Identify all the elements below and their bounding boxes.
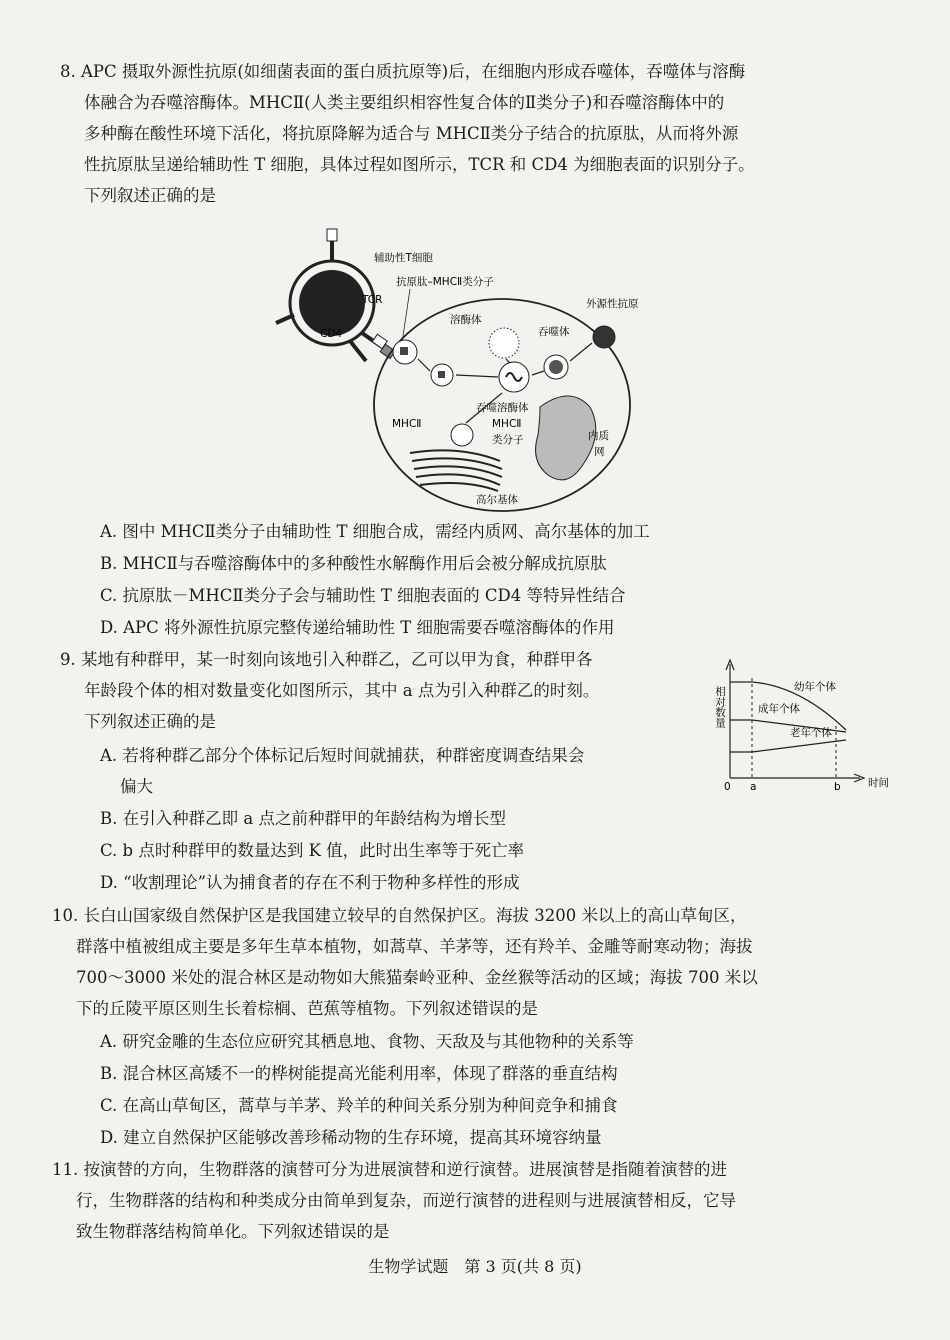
endoplasmic-reticulum	[536, 396, 596, 480]
origin-label: 0	[724, 781, 731, 793]
q11-line: 致生物群落结构简单化。下列叙述错误的是	[76, 1222, 390, 1241]
apc-diagram	[270, 225, 670, 515]
q10-option-b[interactable]: B. 混合林区高矮不一的桦树能提高光能利用率，体现了群落的垂直结构	[100, 1064, 618, 1083]
arrow-antigen-to-phagosome	[570, 343, 592, 361]
y-axis-label: 相对数量	[714, 686, 726, 728]
cd4-stalk	[350, 341, 366, 361]
label-er-2: 网	[594, 446, 605, 458]
series-old	[730, 740, 846, 752]
exo-antigen	[593, 326, 615, 348]
q9-line: 9. 某地有种群甲，某一时刻向该地引入种群乙，乙可以甲为食，种群甲各	[60, 650, 593, 669]
q9-line: 年龄段个体的相对数量变化如图所示，其中 a 点为引入种群乙的时刻。	[84, 681, 600, 700]
label-er-1: 内质	[588, 430, 609, 442]
q11-line: 行，生物群落的结构和种类成分由简单到复杂，而逆行演替的进程则与进展演替相反，它导	[76, 1191, 736, 1210]
q9-option-b[interactable]: B. 在引入种群乙即 a 点之前种群甲的年龄结构为增长型	[100, 809, 506, 828]
q8-line: 体融合为吞噬溶酶体。MHCⅡ(人类主要组织相容性复合体的Ⅱ类分子)和吞噬溶酶体中的	[84, 93, 725, 112]
q8-line: 性抗原肽呈递给辅助性 T 细胞，具体过程如图所示，TCR 和 CD4 为细胞表面的识别分子。	[84, 155, 755, 174]
q10-option-c[interactable]: C. 在高山草甸区，蒿草与羊茅、羚羊的种间关系分别为种间竞争和捕食	[100, 1096, 618, 1115]
age-structure-chart	[700, 656, 890, 796]
q8-line: 下列叙述正确的是	[84, 186, 216, 205]
page-footer: 生物学试题 第 3 页(共 8 页)	[368, 1257, 582, 1276]
vesicle-mid-mark	[438, 371, 445, 378]
label-golgi: 高尔基体	[476, 494, 518, 506]
label-helper-t: 辅助性T细胞	[374, 252, 433, 264]
q8-option-b[interactable]: B. MHCⅡ与吞噬溶酶体中的多种酸性水解酶作用后会被分解成抗原肽	[100, 554, 607, 573]
arrow-phagolysosome-to-vesicle	[456, 375, 498, 377]
mhc2-vesicle	[451, 424, 473, 446]
q9-line: 下列叙述正确的是	[84, 712, 216, 731]
q10-line: 下的丘陵平原区则生长着棕榈、芭蕉等植物。下列叙述错误的是	[76, 999, 538, 1018]
label-mhc2-mol-2: 类分子	[492, 434, 524, 446]
q8-line: 8. APC 摄取外源性抗原(如细菌表面的蛋白质抗原等)后，在细胞内形成吞噬体，吞噬体与溶酶	[60, 62, 746, 81]
q9-option-c[interactable]: C. b 点时种群甲的数量达到 K 值，此时出生率等于死亡率	[100, 841, 525, 860]
label-lysosome: 溶酶体	[450, 314, 482, 326]
q9-option-d[interactable]: D. “收割理论”认为捕食者的存在不利于物种多样性的形成	[100, 873, 520, 892]
golgi-apparatus	[410, 450, 502, 491]
lysosome	[489, 328, 519, 358]
tick-a: a	[750, 781, 757, 793]
q9-option-a[interactable]: A. 若将种群乙部分个体标记后短时间就捕获，种群密度调查结果会	[100, 746, 585, 765]
q10-option-d[interactable]: D. 建立自然保护区能够改善珍稀动物的生存环境，提高其环境容纳量	[100, 1128, 602, 1147]
x-axis-label: 时间	[868, 777, 889, 789]
question-10	[52, 900, 882, 1024]
arrow-phagosome-to-phagolysosome	[532, 371, 544, 375]
q9-option-a-cont: 偏大	[120, 777, 153, 796]
q10-line: 700～3000 米处的混合林区是动物如大熊猫秦岭亚种、金丝猴等活动的区域；海拔 700 米以	[76, 968, 758, 987]
receptor-top-head	[327, 229, 337, 241]
phagosome-content	[549, 360, 563, 374]
legend-adult: 成年个体	[758, 703, 800, 715]
label-exo-antigen: 外源性抗原	[586, 298, 639, 310]
label-phagolysosome: 吞噬溶酶体	[476, 402, 529, 414]
label-mhc2-mol-1: MHCⅡ	[492, 418, 522, 430]
q11-line: 11. 按演替的方向，生物群落的演替可分为进展演替和逆行演替。进展演替是指随着演替的进	[52, 1160, 727, 1179]
q10-line: 10. 长白山国家级自然保护区是我国建立较早的自然保护区。海拔 3200 米以上的高山草甸区，	[52, 906, 747, 925]
vesicle-left-mark	[400, 347, 408, 355]
helper-t-nucleus	[299, 270, 365, 336]
legend-old: 老年个体	[790, 727, 832, 739]
label-cd4: CD4	[320, 328, 343, 340]
q10-option-a[interactable]: A. 研究金雕的生态位应研究其栖息地、食物、天敌及与其他物种的关系等	[100, 1032, 634, 1051]
arrow-vesicle-to-surface	[418, 359, 430, 371]
q10-line: 群落中植被组成主要是多年生草本植物，如蒿草、羊茅等，还有羚羊、金雕等耐寒动物；海拔	[76, 937, 753, 956]
question-11	[52, 1154, 882, 1247]
label-peptide-mhc: 抗原肽–MHCⅡ类分子	[396, 276, 494, 288]
q8-option-c[interactable]: C. 抗原肽－MHCⅡ类分子会与辅助性 T 细胞表面的 CD4 等特异性结合	[100, 586, 626, 605]
question-9	[60, 644, 700, 737]
label-phagosome: 吞噬体	[538, 326, 570, 338]
receptor-left	[276, 315, 294, 323]
label-tcr: TCR	[362, 294, 383, 306]
arrow-lysosome-to-phagolysosome	[506, 359, 510, 363]
q8-option-d[interactable]: D. APC 将外源性抗原完整传递给辅助性 T 细胞需要吞噬溶酶体的作用	[100, 618, 615, 637]
legend-young: 幼年个体	[794, 681, 836, 693]
tick-b: b	[834, 781, 841, 793]
label-mhc2: MHCⅡ	[392, 418, 422, 430]
question-8	[60, 56, 890, 211]
q8-option-a[interactable]: A. 图中 MHCⅡ类分子由辅助性 T 细胞合成，需经内质网、高尔基体的加工	[100, 522, 650, 541]
q8-line: 多种酶在酸性环境下活化，将抗原降解为适合与 MHCⅡ类分子结合的抗原肽，从而将外源	[84, 124, 739, 143]
